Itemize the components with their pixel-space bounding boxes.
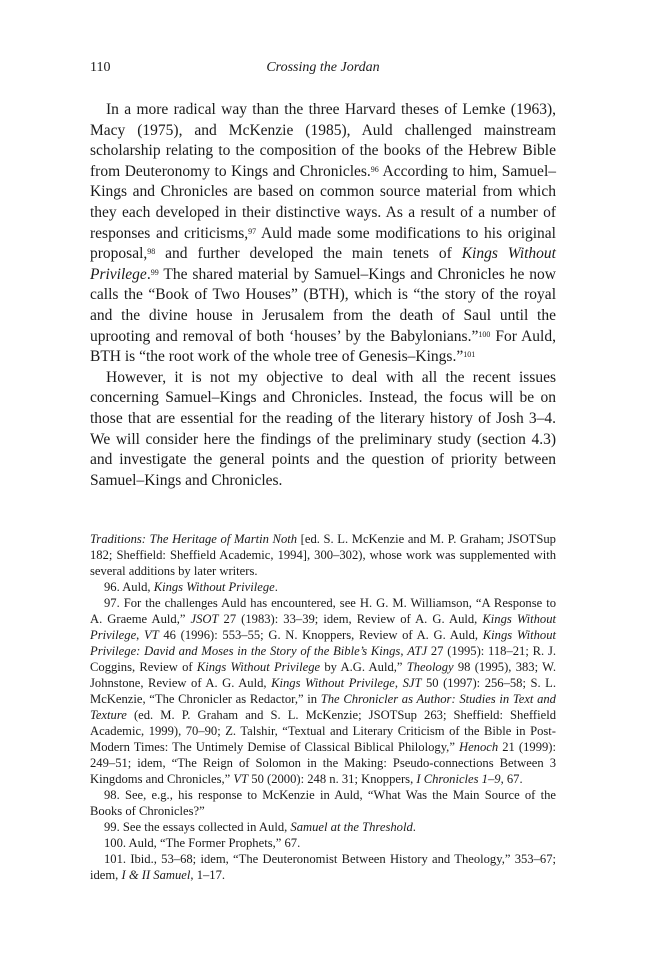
- footnotes: [90, 531, 556, 883]
- text-run: , 1–17.: [190, 868, 226, 883]
- footnote-continuation: [90, 531, 556, 579]
- footnote-ref-96: 96: [370, 164, 379, 174]
- footnote-98: 98. See, e.g., his response to McKenzie in Auld, “What Was the Main Source of the Books of Chronicles?”: [90, 788, 556, 819]
- italic-title: JSOT: [190, 612, 219, 627]
- italic-title: Kings Without Privilege: [90, 245, 556, 283]
- text-run: 98 (1995), 383; W. Johnstone, Review of A. G. Auld,: [90, 660, 556, 691]
- paragraph-objective: However, it is not my objective to deal with all the recent issues concerning Samuel–Kings and Chronicles. Instead, the focus will be on those that are essential for the reading of the literary history of Josh 3–4. We will consider here the findings of the preliminary study (section 4.3) and investigate the general points and the question of priority between Samuel–Kings and Chronicles.: [90, 368, 556, 489]
- footnote-ref-99: 99: [150, 267, 159, 277]
- text-run: .: [274, 580, 278, 595]
- text-run: 50 (2000): 248 n. 31; Knoppers,: [248, 772, 417, 787]
- running-title: Crossing the Jordan: [266, 60, 380, 75]
- italic-title: SJT: [402, 676, 422, 691]
- italic-title: Theology: [406, 660, 454, 675]
- text-run: In a more radical way than the three Harvard theses of Lemke (1963), Macy (1975), and McKenzie (1985), Auld challenged mainstream scholarship relating to the composition of the books of the Hebrew Bible from Deuteronomy to Kings and Chronicles.: [90, 101, 556, 180]
- paragraph-auld-challenge: [90, 100, 556, 368]
- running-header: [90, 60, 556, 82]
- footnote-101: [90, 851, 556, 883]
- text-run: 96. Auld,: [104, 580, 154, 595]
- italic-title: Henoch: [459, 740, 499, 755]
- italic-title: I Chronicles 1–9: [416, 772, 501, 787]
- text-run: 99. See the essays collected in Auld,: [104, 820, 291, 835]
- text-run: According to him, Samuel–Kings and Chronicles are based on common source material from which they each developed in their distinctive ways. As a result of a number of responses and criticisms,: [90, 162, 556, 242]
- italic-title: Kings Without Privilege: [271, 676, 395, 691]
- text-run: 21 (1999): 249–51; idem, “The Reign of Solomon in the Making: Pseudo-connections Between 3 Kingdoms and Chronicles,”: [90, 740, 556, 787]
- italic-title: The Chronicler as Author: Studies in Text and Texture: [90, 692, 556, 723]
- text-run: 50 (1997): 256–58; S. L. McKenzie, “The Chronicler as Redactor,” in: [90, 676, 557, 707]
- text-run: (ed. M. P. Graham and S. L. McKenzie; JSOTSup 263; Sheffield: Sheffield Academic, 1999), 70–90; Z. Talshir, “Textual and Literary Criticism of the Bible in Post-Modern Times: The Untimely Demise of Classical Biblical Philology,”: [90, 708, 556, 755]
- italic-title: VT: [233, 772, 249, 787]
- text-run: ,: [394, 676, 403, 691]
- footnote-97: [90, 595, 556, 787]
- text-run: , 67.: [500, 772, 523, 787]
- italic-title: ATJ: [407, 644, 428, 659]
- text-run: by A.G. Auld,”: [320, 660, 407, 675]
- italic-title: Kings Without Privilege: David and Moses in the Story of the Bible’s Kings: [90, 628, 557, 659]
- footnote-ref-101: 101: [463, 350, 476, 360]
- italic-title: Kings Without Privilege: [90, 612, 557, 643]
- italic-title: Kings Without Privilege: [196, 660, 321, 675]
- italic-title: Traditions: The Heritage of Martin Noth: [90, 532, 298, 547]
- text-run: 101. Ibid., 53–68; idem, “The Deuteronomist Between History and Theology,” 353–67; idem,: [90, 852, 556, 883]
- text-run: .: [146, 265, 151, 283]
- text-run: [ed. S. L. McKenzie and M. P. Graham; JSOTSup 182; Sheffield: Sheffield Academic, 1994], 300–302), whose work was supplemented with several additions by later writers.: [90, 532, 556, 579]
- footnote-ref-97: 97: [248, 226, 257, 236]
- footnote-100: 100. Auld, “The Former Prophets,” 67.: [104, 836, 301, 851]
- text-run: 97. For the challenges Auld has encountered, see H. G. M. Williamson, “A Response to A. Graeme Auld,”: [90, 596, 556, 627]
- italic-title: Kings Without Privilege: [153, 580, 275, 595]
- footnote-99: [90, 819, 556, 835]
- text-run: 46 (1996): 553–55; G. N. Knoppers, Review of A. G. Auld,: [158, 628, 483, 643]
- main-text: [90, 100, 556, 491]
- footnote-96: [90, 579, 556, 595]
- text-run: 27 (1995): 118–21; R. J. Coggins, Review of: [90, 644, 556, 675]
- text-run: Auld made some modifications to his original proposal,: [90, 224, 556, 263]
- text-run: For Auld, BTH is “the root work of the whole tree of Genesis–Kings.”: [90, 327, 556, 366]
- text-run: .: [412, 820, 416, 835]
- italic-title: I & II Samuel: [121, 868, 191, 883]
- page-number: 110: [90, 60, 111, 75]
- text-run: The shared material by Samuel–Kings and Chronicles he now calls the “Book of Two Houses” (BTH), which is “the story of the royal and the divine house in Jerusalem from the death of Saul until the uprooting and removal of both ‘houses’ by the Babylonians.”: [90, 265, 556, 345]
- text-run: and further developed the main tenets of: [155, 245, 462, 263]
- text-run: 27 (1983): 33–39; idem, Review of A. G. Auld,: [218, 612, 483, 627]
- book-page: [90, 60, 556, 883]
- italic-title: VT: [144, 628, 159, 643]
- footnote-ref-100: 100: [478, 329, 491, 339]
- italic-title: Samuel at the Threshold: [290, 820, 413, 835]
- text-run: ,: [400, 644, 408, 659]
- text-run: ,: [136, 628, 144, 643]
- footnote-ref-98: 98: [147, 247, 156, 257]
